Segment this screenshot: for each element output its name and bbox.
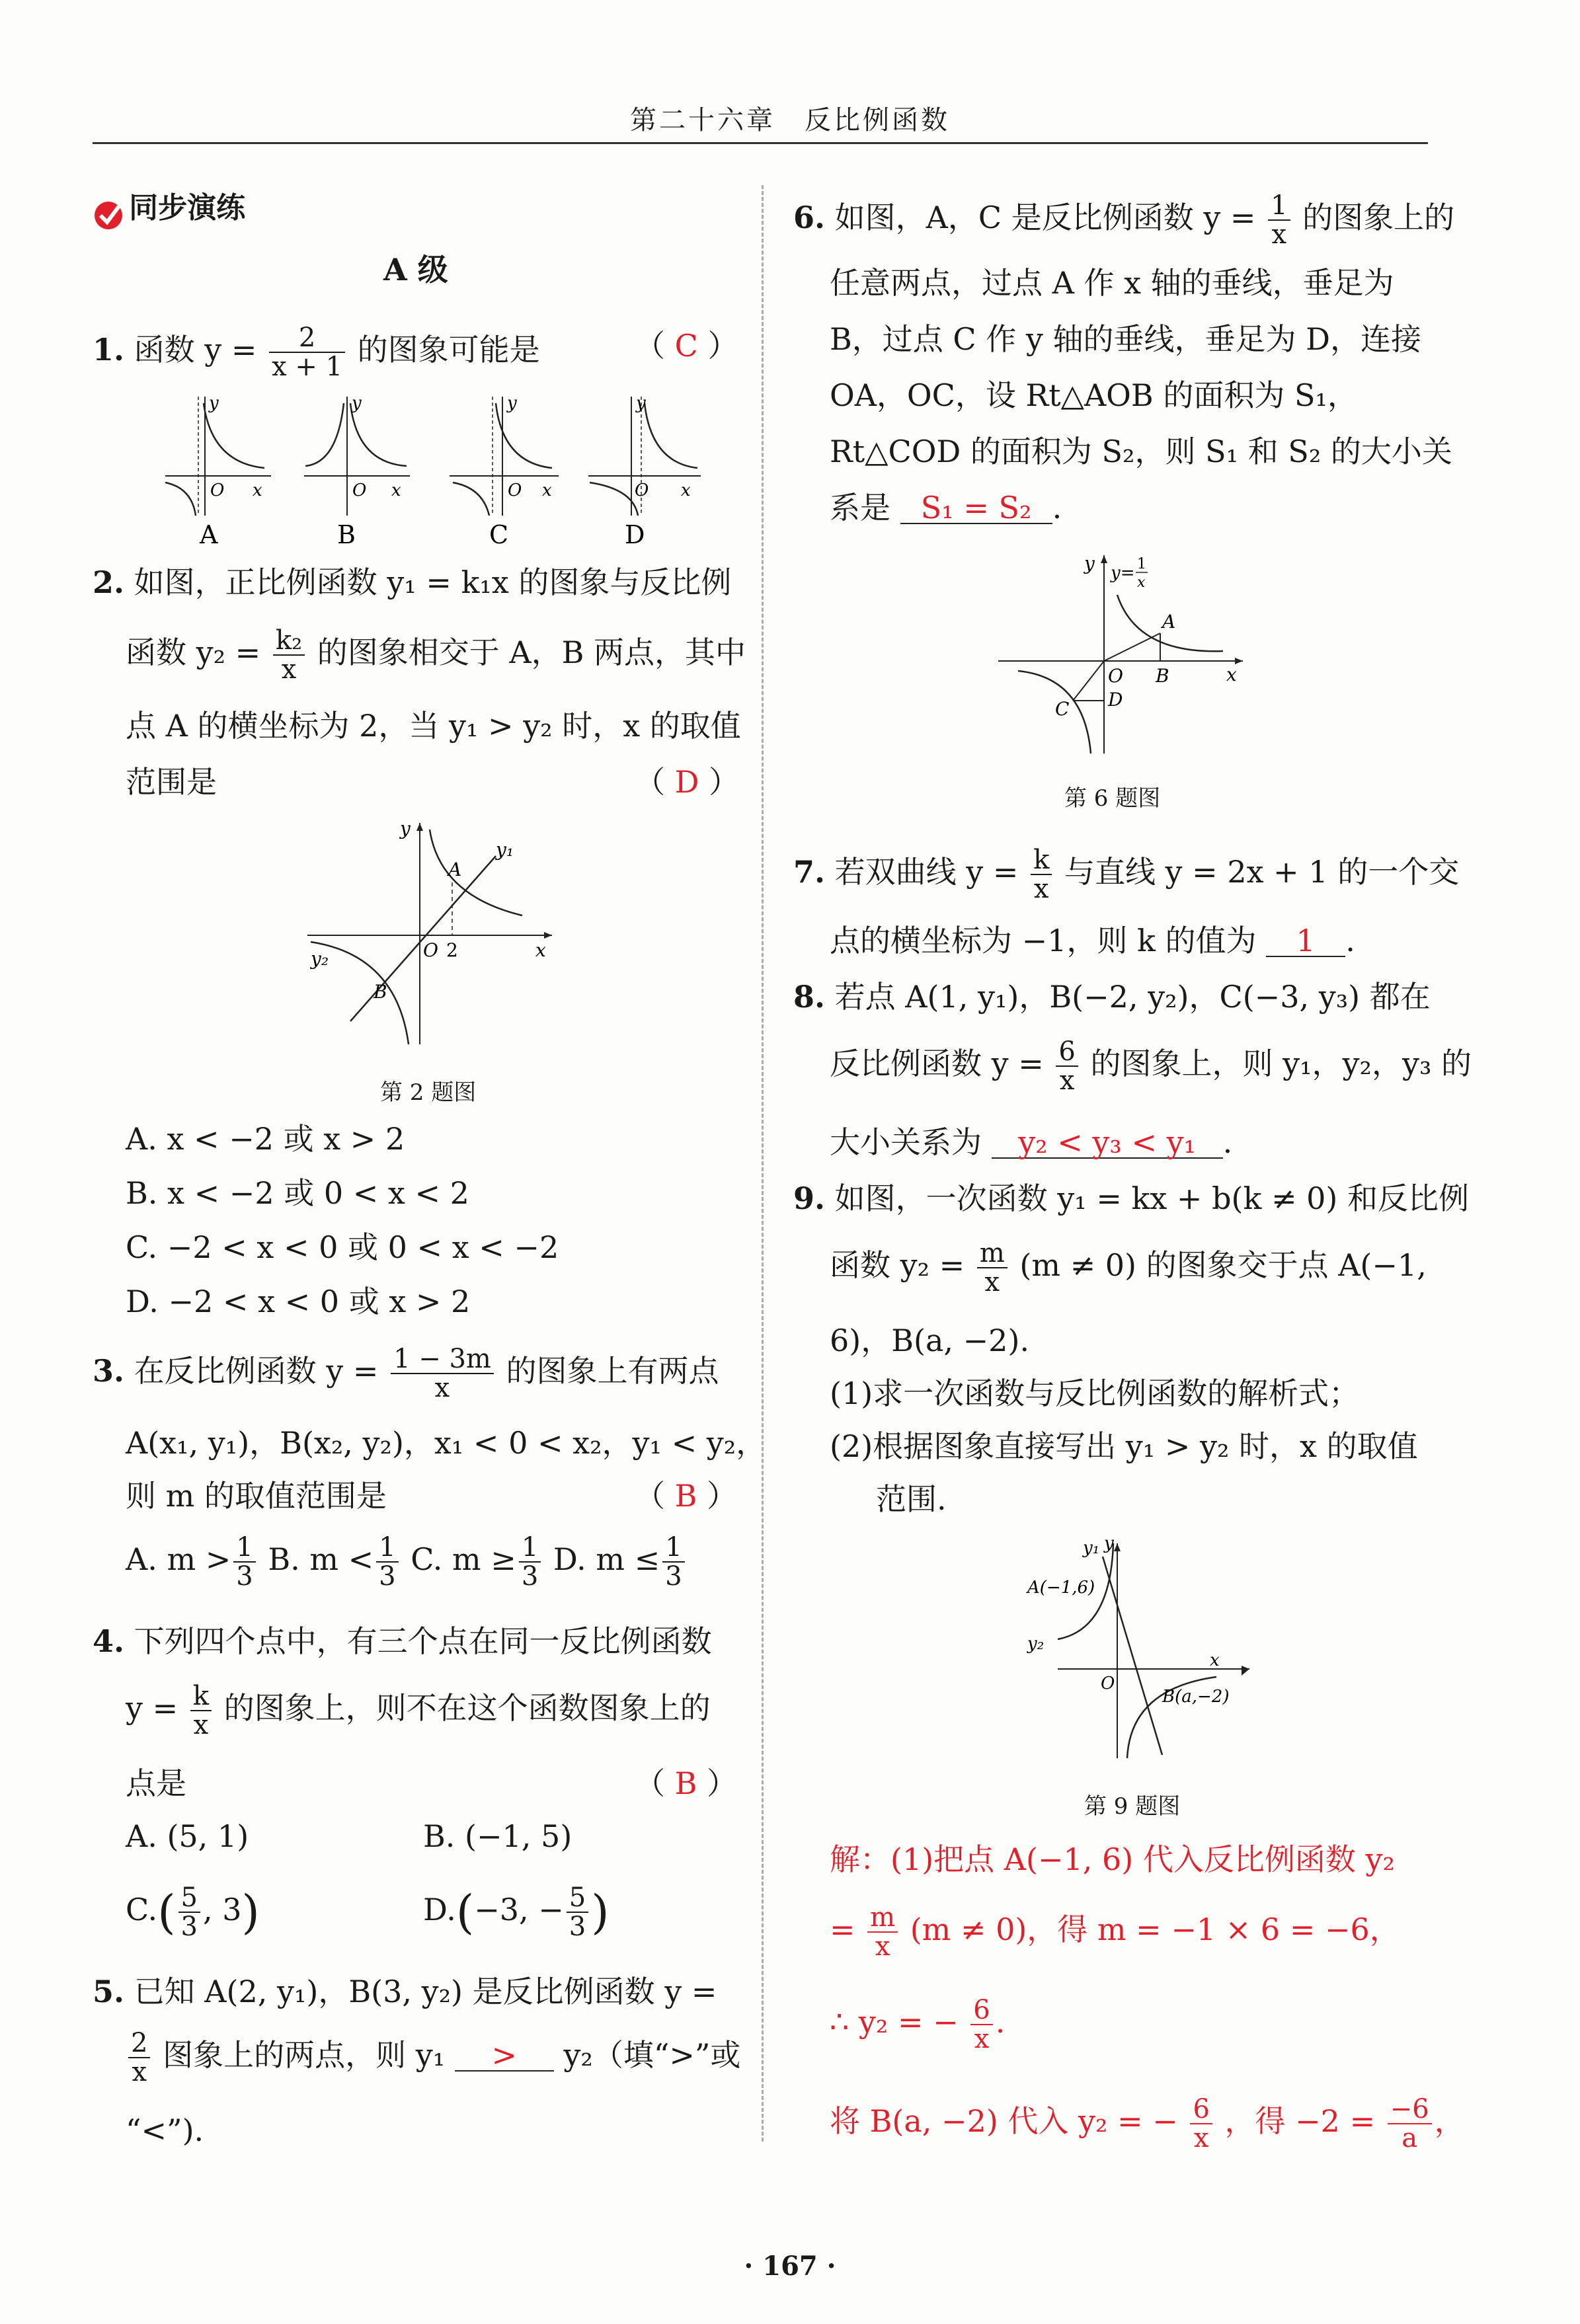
q8-line1: 8. 若点 A(1, y₁)，B(−2, y₂)，C(−3, y₃) 都在 — [793, 979, 1431, 1015]
q7-line2: 点的横坐标为 −1，则 k 的值为 1 . — [830, 923, 1355, 958]
section-title: 同步演练 — [129, 191, 246, 225]
q2-caption: 第 2 题图 — [380, 1079, 477, 1106]
q3-line2: A(x₁, y₁)，B(x₂, y₂)，x₁ < 0 < x₂，y₁ < y₂， — [126, 1425, 767, 1461]
q2-option-d: D. −2 < x < 0 或 x > 2 — [126, 1284, 471, 1319]
q9-fig-point-a: A(−1,6) — [1027, 1578, 1095, 1598]
q1-label-b: B — [337, 520, 356, 549]
svg-text:O: O — [635, 481, 649, 500]
q4-option-d: D.(−3, − $\frac{5}{3}$ ) — [423, 1882, 610, 1942]
q3-line1: 3. 在反比例函数 y = $\frac{1 - 3m}{x}$ 的图象上有两点 — [93, 1344, 719, 1403]
svg-text:x: x — [391, 481, 401, 500]
q4-line3: 点是 — [126, 1765, 186, 1801]
svg-text:y=: y= — [1111, 563, 1135, 583]
q9-sub2b: 范围. — [876, 1481, 947, 1517]
column-divider — [762, 185, 764, 2142]
svg-text:y: y — [1104, 1533, 1114, 1553]
svg-text:O: O — [423, 939, 438, 961]
q9-sub1: (1)求一次函数与反比例函数的解析式； — [830, 1375, 1360, 1411]
q4-line1: 4. 下列四个点中，有三个点在同一反比例函数 — [93, 1623, 712, 1659]
q5-line3: “<”). — [126, 2112, 204, 2148]
svg-text:B: B — [1156, 665, 1169, 687]
header-rule — [93, 142, 1428, 144]
section-heading — [93, 184, 245, 231]
q1-label-d: D — [625, 520, 645, 549]
q2-figure — [297, 816, 562, 1054]
q6-answer: S₁ = S₂ — [900, 492, 1052, 524]
q1-graph-d — [588, 393, 701, 549]
page-number: · 167 · — [744, 2251, 836, 2282]
q1-graph-c — [450, 393, 559, 549]
svg-text:y: y — [209, 393, 219, 413]
q6-line6: 系是 S₁ = S₂ . — [830, 490, 1062, 525]
svg-text:y₂: y₂ — [311, 948, 329, 970]
solution-line1: 解：(1)把点 A(−1, 6) 代入反比例函数 y₂ — [830, 1841, 1395, 1877]
q1-option-graphs — [152, 390, 707, 555]
q1-label-c: C — [489, 520, 509, 549]
svg-text:y₁: y₁ — [1083, 1538, 1100, 1558]
q2-option-c: C. −2 < x < 0 或 0 < x < −2 — [126, 1229, 559, 1265]
level-label: A 级 — [383, 252, 448, 288]
q2-line3: 点 A 的横坐标为 2，当 y₁ > y₂ 时，x 的取值 — [126, 708, 741, 744]
q3-line3: 则 m 的取值范围是 — [126, 1478, 387, 1514]
q5-answer: > — [455, 2040, 554, 2072]
q4-option-b: B. (−1, 5) — [423, 1818, 573, 1854]
svg-text:x: x — [1137, 574, 1146, 591]
svg-text:B: B — [374, 981, 387, 1003]
q8-answer: y₂ < y₃ < y₁ — [992, 1127, 1223, 1159]
q6-line3: B，过点 C 作 y 轴的垂线，垂足为 D，连接 — [830, 321, 1421, 357]
q8-line2: 反比例函数 y = $\frac{6}{x}$ 的图象上，则 y₁，y₂，y₃ 的 — [830, 1036, 1472, 1096]
svg-text:O: O — [210, 481, 225, 500]
q7-line1: 7. 若双曲线 y = $\frac{k}{x}$ 与直线 y = 2x + 1 的一个交 — [793, 845, 1460, 904]
q1-graph-a — [165, 393, 271, 549]
svg-text:y: y — [507, 393, 517, 413]
q9-fig-point-b: B(a,−2) — [1162, 1687, 1230, 1707]
svg-text:y₁: y₁ — [496, 839, 514, 861]
q1-stem: 1. 函数 y = $\frac{2}{x + 1}$ 的图象可能是 — [93, 323, 540, 382]
svg-text:A: A — [1162, 611, 1176, 633]
svg-text:O: O — [352, 481, 367, 500]
svg-text:x: x — [1226, 664, 1237, 685]
svg-text:O: O — [1108, 665, 1123, 687]
q4-line2: y = $\frac{k}{x}$ 的图象上，则不在这个函数图象上的 — [126, 1681, 711, 1740]
q6-line1: 6. 如图，A，C 是反比例函数 y = $\frac{1}{x}$ 的图象上的 — [793, 190, 1455, 250]
svg-text:O: O — [508, 481, 522, 500]
q4-option-a: A. (5, 1) — [126, 1818, 249, 1854]
q6-caption: 第 6 题图 — [1064, 785, 1161, 812]
svg-text:2: 2 — [446, 939, 458, 961]
check-icon — [93, 198, 126, 231]
q3-options: A. m > $\frac{1}{3}$ B. m < $\frac{1}{3}$ C. m ≥ $\frac{1}{3}$ D. m ≤ $\frac{1}{3}$ — [126, 1533, 688, 1590]
q2-line2: 函数 y₂ = $\frac{\text{k₂}}{x}$ 的图象相交于 A，B 两点，其中 — [126, 625, 746, 685]
q1-answer: （ C ） — [635, 328, 738, 364]
q2-answer: （ D ） — [635, 764, 740, 800]
svg-text:x: x — [535, 939, 546, 961]
svg-text:y₂: y₂ — [1027, 1634, 1045, 1654]
q1-graph-b — [304, 393, 410, 549]
q7-answer: 1 — [1266, 925, 1345, 957]
q2-line1: 2. 如图，正比例函数 y₁ = k₁x 的图象与反比例 — [93, 564, 732, 600]
svg-text:C: C — [1055, 698, 1070, 720]
svg-text:y: y — [400, 818, 411, 839]
q6-line4: OA，OC，设 Rt△AOB 的面积为 S₁， — [830, 377, 1358, 413]
solution-line2: = $\frac{m}{x}$ (m ≠ 0)，得 m = −1 × 6 = −6， — [830, 1902, 1400, 1962]
q2-line4: 范围是 — [126, 764, 217, 800]
q9-figure — [1018, 1530, 1256, 1768]
svg-text:x: x — [253, 481, 262, 500]
q6-figure — [992, 542, 1256, 760]
q5-line1: 5. 已知 A(2, y₁)，B(3, y₂) 是反比例函数 y = — [93, 1974, 717, 2009]
q9-sub2: (2)根据图象直接写出 y₁ > y₂ 时，x 的取值 — [830, 1428, 1418, 1464]
q1-label-a: A — [200, 520, 218, 549]
svg-text:A: A — [448, 859, 462, 880]
q9-caption: 第 9 题图 — [1084, 1793, 1181, 1820]
q8-line3: 大小关系为 y₂ < y₃ < y₁ . — [830, 1124, 1233, 1160]
svg-text:1: 1 — [1137, 556, 1146, 572]
solution-line4: 将 B(a, −2) 代入 y₂ = − $\frac{6}{x}$ ，得 −2 = $\frac{-6}{a}$ ， — [830, 2094, 1465, 2153]
chapter-header: 第二十六章 反比例函数 — [630, 105, 950, 136]
svg-text:x: x — [1210, 1650, 1220, 1670]
svg-text:x: x — [542, 481, 552, 500]
q2-option-a: A. x < −2 或 x > 2 — [126, 1121, 405, 1157]
svg-text:x: x — [681, 481, 691, 500]
q4-option-c: C.( $\frac{5}{3}$ , 3) — [126, 1882, 260, 1942]
solution-line3: ∴ y₂ = − $\frac{6}{x}$ . — [830, 1995, 1006, 2054]
q2-option-b: B. x < −2 或 0 < x < 2 — [126, 1175, 469, 1211]
q4-answer: （ B ） — [635, 1765, 738, 1801]
svg-text:y: y — [636, 393, 646, 413]
q6-line5: Rt△COD 的面积为 S₂，则 S₁ 和 S₂ 的大小关 — [830, 434, 1452, 469]
q5-line2: $\frac{2}{x}$ 图象上的两点，则 y₁ > y₂（填“>”或 — [126, 2029, 740, 2086]
svg-text:O: O — [1101, 1674, 1115, 1693]
q9-line2: 函数 y₂ = $\frac{m}{x}$ (m ≠ 0) 的图象交于点 A(−1, — [830, 1238, 1427, 1298]
svg-text:y: y — [1084, 553, 1095, 574]
q6-line2: 任意两点，过点 A 作 x 轴的垂线，垂足为 — [830, 265, 1394, 301]
q9-line3: 6)，B(a, −2). — [830, 1323, 1030, 1358]
q9-line1: 9. 如图，一次函数 y₁ = kx + b(k ≠ 0) 和反比例 — [793, 1181, 1469, 1216]
q3-answer: （ B ） — [635, 1478, 738, 1514]
svg-text:D: D — [1108, 689, 1123, 711]
svg-text:y: y — [352, 393, 362, 413]
